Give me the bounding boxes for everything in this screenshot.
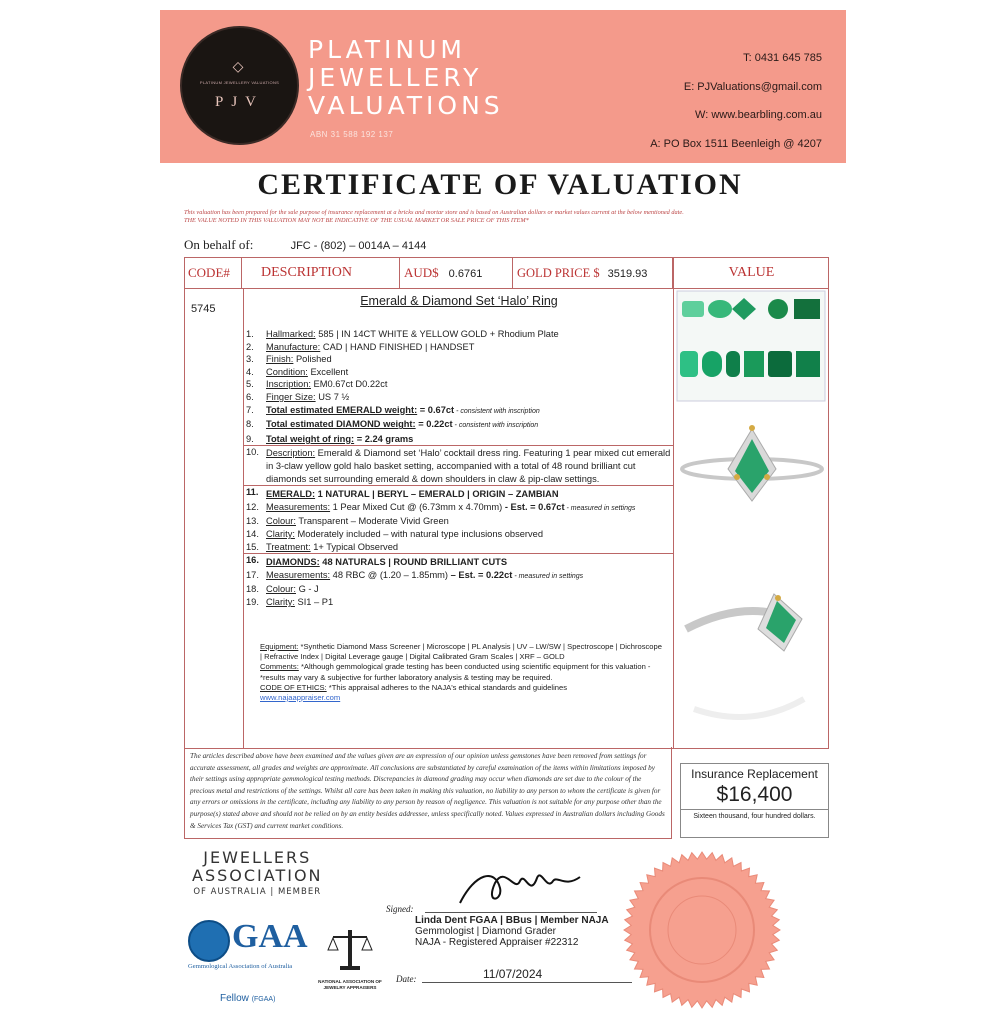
gaa-emblem-icon [188, 920, 230, 962]
item-key: Finish: [266, 354, 294, 365]
item-number: 10. [246, 447, 259, 458]
value-column [673, 258, 829, 748]
fellow-label: Fellow [220, 993, 249, 1004]
abn-number: ABN 31 588 192 137 [310, 130, 394, 139]
ethics-value: *This appraisal adheres to the NAJA's ethical standards and guidelines [326, 682, 568, 692]
item-value: Emerald & Diamond set ‘Halo’ cocktail dress ring. Featuring 1 pear mixed cut emerald in 3-claw yellow gold halo basket setting, accompanied with a total of 48 round brilliant cut diamonds set surrounding emerald & down shoulders in claw & pip-claw settings. [266, 448, 671, 484]
item-value: US 7 ½ [315, 391, 350, 402]
brand-name [308, 36, 504, 120]
item-key: Treatment: [266, 541, 311, 552]
list-item [244, 378, 674, 391]
gold-price-header [513, 258, 673, 288]
list-item [244, 501, 674, 516]
certificate-page [150, 8, 850, 1004]
item-key: Finger Size: [266, 391, 316, 402]
contact-email: E: PJValuations@gmail.com [683, 80, 822, 93]
item-number: 11. [246, 487, 259, 498]
naja-text: NATIONAL ASSOCIATION OF JEWELRY APPRAISERS [318, 979, 382, 990]
item-number: 15. [246, 541, 259, 552]
item-key: Total estimated DIAMOND weight: [266, 419, 416, 430]
list-item [244, 341, 674, 354]
insurance-value: $16,400 [716, 783, 793, 806]
contact-block [650, 44, 822, 158]
contact-address: A: PO Box 1511 Beenleigh @ 4207 [650, 137, 822, 150]
item-number: 5. [246, 379, 254, 390]
item-number: 12. [246, 501, 259, 512]
item-value: Transparent – Moderate Vivid Green [295, 516, 449, 527]
list-item [244, 515, 674, 528]
item-note: - measured in settings [564, 504, 636, 512]
signer-role: Gemmologist | Diamond Grader [415, 926, 556, 937]
valuation-table [184, 257, 829, 749]
item-key: Measurements: [266, 569, 331, 580]
diamond-icon: ◇ [232, 58, 244, 74]
diamonds-head [244, 553, 674, 569]
association-line: ASSOCIATION [192, 866, 323, 885]
association-line: JEWELLERS [203, 848, 312, 867]
description-header: DESCRIPTION [243, 258, 400, 288]
gaa-fellow [220, 993, 275, 1004]
emerald-head [244, 485, 674, 501]
item-note: - consistent with inscription [452, 422, 539, 430]
list-item [244, 418, 674, 433]
equipment-value: *Synthetic Diamond Mass Screener | Microscope | PL Analysis | UV – LW/SW | Spectroscope | Dichroscope | Refractive Index | Digital Leverage gauge | Digital Calibrated Gram Scales | XRF – GOLD [260, 642, 662, 662]
notice-line: This valuation has been prepared for the sale purpose of insurance replacement at a bricks and mortar store and is based on Australian dollars or market values current at the below mentioned date. [184, 209, 684, 216]
logo-monogram: PJV [214, 94, 264, 110]
item-value: SI1 – P1 [294, 596, 334, 607]
association-member: OF AUSTRALIA | MEMBER [193, 887, 322, 897]
header-banner [160, 10, 846, 163]
insurance-words: Sixteen thousand, four hundred dollars. [681, 809, 828, 820]
item-number: 19. [246, 596, 259, 607]
item-number: 2. [246, 341, 254, 352]
list-item [244, 433, 674, 446]
item-value: Moderately included – with natural type inclusions observed [294, 528, 543, 539]
item-value: 48 NATURALS | ROUND BRILLIANT CUTS [319, 557, 508, 568]
list-item [244, 391, 674, 404]
certificate-title: CERTIFICATE OF VALUATION [257, 168, 743, 201]
comments-value: *Although gemmological grade testing has been conducted using scientific equipment for this valuation - *results may vary & subjective for further laboratory analysis & testing may be required. [260, 662, 651, 682]
item-key: Measurements: [266, 501, 331, 512]
item-number: 9. [246, 433, 254, 444]
handwritten-signature [455, 863, 585, 913]
item-value: 48 RBC @ (1.20 – 1.85mm) [330, 569, 449, 580]
item-number: 18. [246, 584, 259, 595]
contact-web: W: www.bearbling.com.au [695, 109, 822, 121]
gaa-subtitle: Gemmological Association of Australia [188, 963, 293, 970]
scales-icon [325, 926, 375, 972]
comments-key: Comments: [260, 662, 299, 672]
item-key: EMERALD: [266, 489, 316, 500]
item-number: 1. [246, 329, 254, 339]
valuation-notice [184, 209, 844, 225]
description-area [243, 288, 674, 748]
gold-label: GOLD PRICE $ [517, 266, 600, 280]
item-value: Excellent [307, 366, 349, 377]
item-key: Total estimated EMERALD weight: [266, 404, 418, 415]
signed-label: Signed: [386, 904, 414, 914]
item-note: - consistent with inscription [454, 407, 540, 415]
description-item [244, 445, 674, 485]
item-value: = 0.22ct [415, 419, 453, 430]
behalf-value: JFC - (802) – 0014A – 4144 [290, 240, 427, 252]
naja-logo [315, 926, 385, 990]
gaa-logo [188, 918, 328, 1004]
aud-value: 0.6761 [448, 268, 483, 280]
logo-ring-text: PLATINUM JEWELLERY VALUATIONS [199, 80, 280, 85]
on-behalf-of [184, 237, 426, 253]
item-value: 1+ Typical Observed [310, 541, 399, 552]
item-value: = 2.24 grams [354, 433, 414, 444]
equipment-key: Equipment: [260, 642, 299, 651]
value-header: VALUE [674, 258, 829, 289]
item-key: Colour: [266, 516, 296, 527]
embossed-seal [622, 850, 782, 1010]
ring-photo-top [682, 425, 822, 501]
item-list [244, 328, 674, 608]
signer-registration: NAJA - Registered Appraiser #22312 [415, 937, 579, 948]
item-key: Total weight of ring: [266, 433, 355, 444]
item-key: Colour: [266, 584, 296, 595]
gaa-word: GAA [232, 918, 308, 955]
ethics-key: CODE OF ETHICS: [260, 682, 327, 692]
item-value: EM0.67ct D0.22ct [310, 379, 388, 390]
item-value: 585 | IN 14CT WHITE & YELLOW GOLD + Rhodium Plate [315, 329, 559, 339]
item-note: - measured in settings [512, 572, 584, 580]
item-value: 1 Pear Mixed Cut @ (6.73mm x 4.70mm) [330, 501, 503, 512]
contact-phone: T: 0431 645 785 [743, 52, 822, 64]
ring-photo-side [686, 594, 804, 717]
insurance-label: Insurance Replacement [691, 767, 818, 781]
item-key: Clarity: [266, 596, 295, 607]
pjv-logo [180, 26, 299, 145]
item-value: = 0.67ct [417, 404, 455, 415]
item-number: 8. [246, 419, 254, 430]
item-key: Clarity: [266, 528, 295, 539]
insurance-box [680, 763, 829, 838]
list-item [244, 541, 674, 554]
list-item [244, 366, 674, 379]
item-value: Polished [293, 354, 332, 365]
list-item [244, 328, 674, 341]
date-line [422, 982, 632, 983]
item-number: 17. [246, 569, 259, 580]
list-item [244, 569, 674, 584]
item-number: 14. [246, 528, 259, 539]
equipment-notes [260, 642, 665, 703]
item-value: CAD | HAND FINISHED | HANDSET [320, 341, 475, 352]
jewellers-association-logo [192, 849, 323, 897]
item-estimate: - Est. = 0.67ct [502, 501, 565, 512]
item-key: Description: [266, 448, 316, 459]
item-number: 4. [246, 366, 254, 377]
notice-line: THE VALUE NOTED IN THIS VALUATION MAY NOT BE INDICATIVE OF THE USUAL MARKET OR SALE PRICE OF THIS ITEM* [184, 217, 529, 224]
item-key: DIAMONDS: [266, 557, 320, 568]
ring-title: Emerald & Diamond Set ‘Halo’ Ring [360, 294, 558, 308]
aud-label: AUD$ [404, 265, 439, 280]
date-label: Date: [396, 974, 417, 984]
item-number: 16. [246, 555, 259, 566]
gold-value: 3519.93 [607, 268, 648, 280]
code-header: CODE# [185, 258, 242, 288]
signature-line [425, 912, 597, 913]
item-number: 3. [246, 354, 254, 365]
item-value: 1 NATURAL | BERYL – EMERALD | ORIGIN – ZAMBIAN [315, 489, 559, 500]
item-number: 6. [246, 391, 254, 402]
list-item [244, 528, 674, 541]
terms-fine-print: The articles described above have been examined and the values given are an expression of our opinion unless gemstones have been removed from settings for accurate assessment, all grades and weights are approximate. All conclusions are substantiated by careful examination of the items within limitations imposed by their settings using appropriate gemmological testing methods. Discrepancies in diamond grading may occur when diamonds are set due to the colour of the precious metal and restrictions of the settings. Whilst all care has been taken in making this valuation, no liability to any person to whom the certificate is given for any errors or omissions in the certificate, including any liability to any person by reason of negligence. This valuation is not suitable for any purpose other than the purpose(s) stated above and should not be relied on by an entity besides addressee, unless specifically noted. Values expressed in Australian dollars including Goods & Services Tax (GST) and current market conditions. [184, 747, 672, 839]
item-number: 7. [246, 404, 254, 415]
item-number: 13. [246, 516, 259, 527]
item-key: Hallmarked: [266, 329, 316, 339]
emerald-colour-chart [677, 291, 825, 401]
aud-header [401, 258, 513, 288]
naja-link[interactable]: www.najaappraiser.com [260, 693, 341, 703]
brand-line: PLATINUM [308, 35, 466, 64]
list-item [244, 404, 674, 419]
brand-line: VALUATIONS [308, 91, 504, 120]
item-code: 5745 [191, 303, 216, 315]
signer-block [415, 915, 609, 948]
brand-line: JEWELLERY [308, 63, 483, 92]
date-value: 11/07/2024 [483, 967, 543, 981]
item-key: Inscription: [266, 379, 311, 390]
signer-name: Linda Dent FGAA | BBus | Member NAJA [415, 915, 609, 926]
item-key: Condition: [266, 366, 308, 377]
item-estimate: – Est. = 0.22ct [448, 569, 513, 580]
behalf-label: On behalf of: [184, 237, 254, 252]
item-value: G - J [295, 584, 319, 595]
list-item [244, 353, 674, 366]
item-key: Manufacture: [266, 341, 321, 352]
gem-photos [674, 289, 829, 749]
list-item [244, 596, 674, 609]
list-item [244, 583, 674, 596]
fellow-abbr: (FGAA) [251, 996, 276, 1003]
